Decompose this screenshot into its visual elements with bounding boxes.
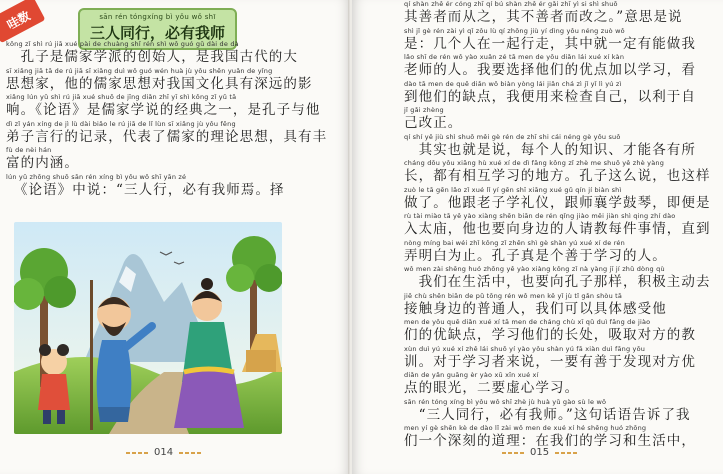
text-line <box>404 345 711 372</box>
text-line <box>404 239 711 266</box>
story-illustration <box>14 222 282 434</box>
text-line <box>6 146 327 173</box>
left-page-text <box>6 40 327 199</box>
pinyin-annotation: rù tài miào tā yě yào xiàng shēn biān de rén qǐng jiào měi jiàn shì qing zhí dào <box>404 212 676 220</box>
text-line <box>404 133 711 160</box>
chinese-text: 孔子是儒家学派的创始人，是我国古代的大 <box>6 49 298 65</box>
story-title-pinyin: sān rén tóngxíng bì yǒu wǒ shī <box>99 13 216 21</box>
chinese-text: 到他们的缺点，我便用来检查自己，以利于自 <box>404 88 696 105</box>
pinyin-annotation: dì zǐ yán xíng de jì lù dài biǎo le rú jiā de lǐ lùn sī xiǎng jù yǒu fēng <box>6 119 236 128</box>
text-line <box>404 398 711 425</box>
right-page <box>352 0 723 474</box>
text-line <box>6 40 327 67</box>
text-line <box>404 80 711 107</box>
page-number-right-label: 015 <box>530 447 550 458</box>
chinese-text: 长，都有相互学习的地方。孔子这么说，也这样 <box>404 168 711 184</box>
text-line <box>404 53 711 80</box>
pinyin-annotation: men yí gè shēn kè de dào lǐ zài wǒ men de xué xí hé shēng huó zhōng <box>404 424 647 432</box>
pinyin-annotation: sī xiǎng jiā tā de rú jiā sī xiǎng duì wǒ guó wén huà jù yǒu shēn yuǎn de yǐng <box>6 66 273 75</box>
story-title: 三人同行，必有我师 <box>89 24 225 42</box>
pinyin-annotation: diǎn de yǎn guāng èr yào xū xīn xué xí <box>404 371 539 379</box>
pinyin-annotation: qí shàn zhě ér cóng zhī qí bú shàn zhě ér gǎi zhī yì si shì shuō <box>404 0 618 8</box>
series-badge: 哇数 <box>0 0 45 43</box>
pinyin-annotation: shì jǐ gè rén zài yì qǐ zǒu lù qí zhōng jiù yí dìng yǒu néng zuò wǒ <box>404 26 625 35</box>
text-line <box>6 120 327 147</box>
page-number-decoration <box>179 452 201 454</box>
chinese-text: 《论语》中说：“三人行，必有我师焉。择 <box>6 181 285 198</box>
left-page <box>0 0 350 474</box>
pinyin-annotation: sān rén tóng xíng bì yǒu wǒ shī zhè jù huà yǔ gào sù le wǒ <box>404 397 607 406</box>
text-line <box>404 159 711 186</box>
chinese-text: 思想家，他的儒家思想对我国文化具有深远的影 <box>6 75 313 92</box>
page-number-left-label: 014 <box>154 447 174 458</box>
pinyin-annotation: wǒ men zài shēng huó zhōng yě yào xiàng kǒng zǐ nà yàng jī jí zhǔ dòng qù <box>404 265 665 273</box>
chinese-text: 们一个深刻的道理：在我们的学习和生活中， <box>404 433 696 449</box>
pinyin-annotation: lǎo shī de rén wǒ yào xuǎn zé tā men de yōu diǎn lái xué xí kàn <box>404 53 625 61</box>
chinese-text: “三人同行，必有我师。”这句话语告诉了我 <box>404 406 691 423</box>
pinyin-annotation: kǒng zǐ shì rú jiā xué pài de chuàng shǐ rén shì wǒ guó gǔ dài de dà <box>6 40 239 48</box>
chinese-text: 们的优缺点，学习他们的长处，吸取对方的教 <box>404 327 696 343</box>
pinyin-annotation: fù de nèi hán <box>6 146 52 154</box>
chinese-text: 点的眼光，二要虚心学习。 <box>404 380 580 396</box>
pinyin-annotation: lún yǔ zhōng shuō sān rén xíng bì yǒu wǒ shī yān zé <box>6 172 187 181</box>
page-number-decoration <box>555 452 577 454</box>
text-line <box>404 186 711 213</box>
chinese-text: 响。《论语》是儒家学说的经典之一，是孔子与他 <box>6 102 321 118</box>
pinyin-annotation: jǐ gǎi zhèng <box>404 106 444 114</box>
page-number-decoration <box>502 452 524 454</box>
chinese-text: 其善者而从之，其不善者而改之。”意思是说 <box>404 9 683 25</box>
chinese-text: 入太庙，他也要向身边的人请教每件事情，直到 <box>404 221 711 237</box>
page-number-decoration <box>126 452 148 454</box>
chinese-text: 弄明白为止。孔子真是个善于学习的人。 <box>404 247 667 264</box>
text-line <box>404 371 711 398</box>
pinyin-annotation: xùn duì yú xué xí zhě lái shuō yí yào yǒu shàn yú fā xiàn duì fāng yōu <box>404 344 646 353</box>
text-line <box>6 67 327 94</box>
text-line <box>404 292 711 319</box>
chinese-text: 训。对于学习者来说，一要有善于发现对方优 <box>404 353 696 370</box>
text-line <box>404 265 711 292</box>
chinese-text: 其实也就是说，每个人的知识、才能各有所 <box>404 141 696 158</box>
chinese-text: 富的内涵。 <box>6 155 79 171</box>
page-number-right <box>502 447 577 458</box>
pinyin-annotation: jiē chù shēn biān de pǔ tōng rén wǒ men kě yǐ jù tǐ gǎn shòu tā <box>404 291 623 300</box>
right-page-text <box>404 0 711 451</box>
pinyin-annotation: zuò le tā gēn lǎo zǐ xué lǐ yí gēn shī xiāng xué gǔ qín jí biàn shì <box>404 185 622 194</box>
chinese-text: 做了。他跟老子学礼仪，跟师襄学鼓琴，即便是 <box>404 194 711 211</box>
pinyin-annotation: men de yōu quē diǎn xué xí tā men de cháng chù xī qǔ duì fāng de jiào <box>404 318 651 326</box>
chinese-text: 我们在生活中，也要向孔子那样，积极主动去 <box>404 274 711 290</box>
pinyin-annotation: cháng dōu yǒu xiāng hù xué xí de dì fāng kǒng zǐ zhè me shuō yě zhè yàng <box>404 159 665 167</box>
pinyin-annotation: qí shí yě jiù shì shuō měi gè rén de zhī shi cái néng gè yǒu suǒ <box>404 132 621 141</box>
text-line <box>404 106 711 133</box>
chinese-text: 老师的人。我要选择他们的优点加以学习，看 <box>404 62 696 78</box>
chinese-text: 己改正。 <box>404 115 463 131</box>
text-line <box>6 93 327 120</box>
page-number-left <box>126 447 201 458</box>
text-line <box>404 27 711 54</box>
chinese-text: 接触身边的普通人，我们可以具体感受他 <box>404 300 667 317</box>
pinyin-annotation: xiǎng lún yǔ shì rú jiā xué shuō de jīng diǎn zhī yī shì kǒng zǐ yǔ tā <box>6 93 237 101</box>
pinyin-annotation: dào tā men de quē diǎn wǒ biàn yòng lái jiǎn chá zì jǐ yǐ lì yú zì <box>404 79 622 88</box>
text-line <box>404 212 711 239</box>
chinese-text: 弟子言行的记录，代表了儒家的理论思想，具有丰 <box>6 128 328 145</box>
pinyin-annotation: nòng míng bai wéi zhǐ kǒng zǐ zhēn shì gè shàn yú xué xí de rén <box>404 238 625 247</box>
chinese-text: 是：几个人在一起行走，其中就一定有能做我 <box>404 35 696 52</box>
text-line <box>404 0 711 27</box>
text-line <box>6 173 327 200</box>
text-line <box>404 318 711 345</box>
